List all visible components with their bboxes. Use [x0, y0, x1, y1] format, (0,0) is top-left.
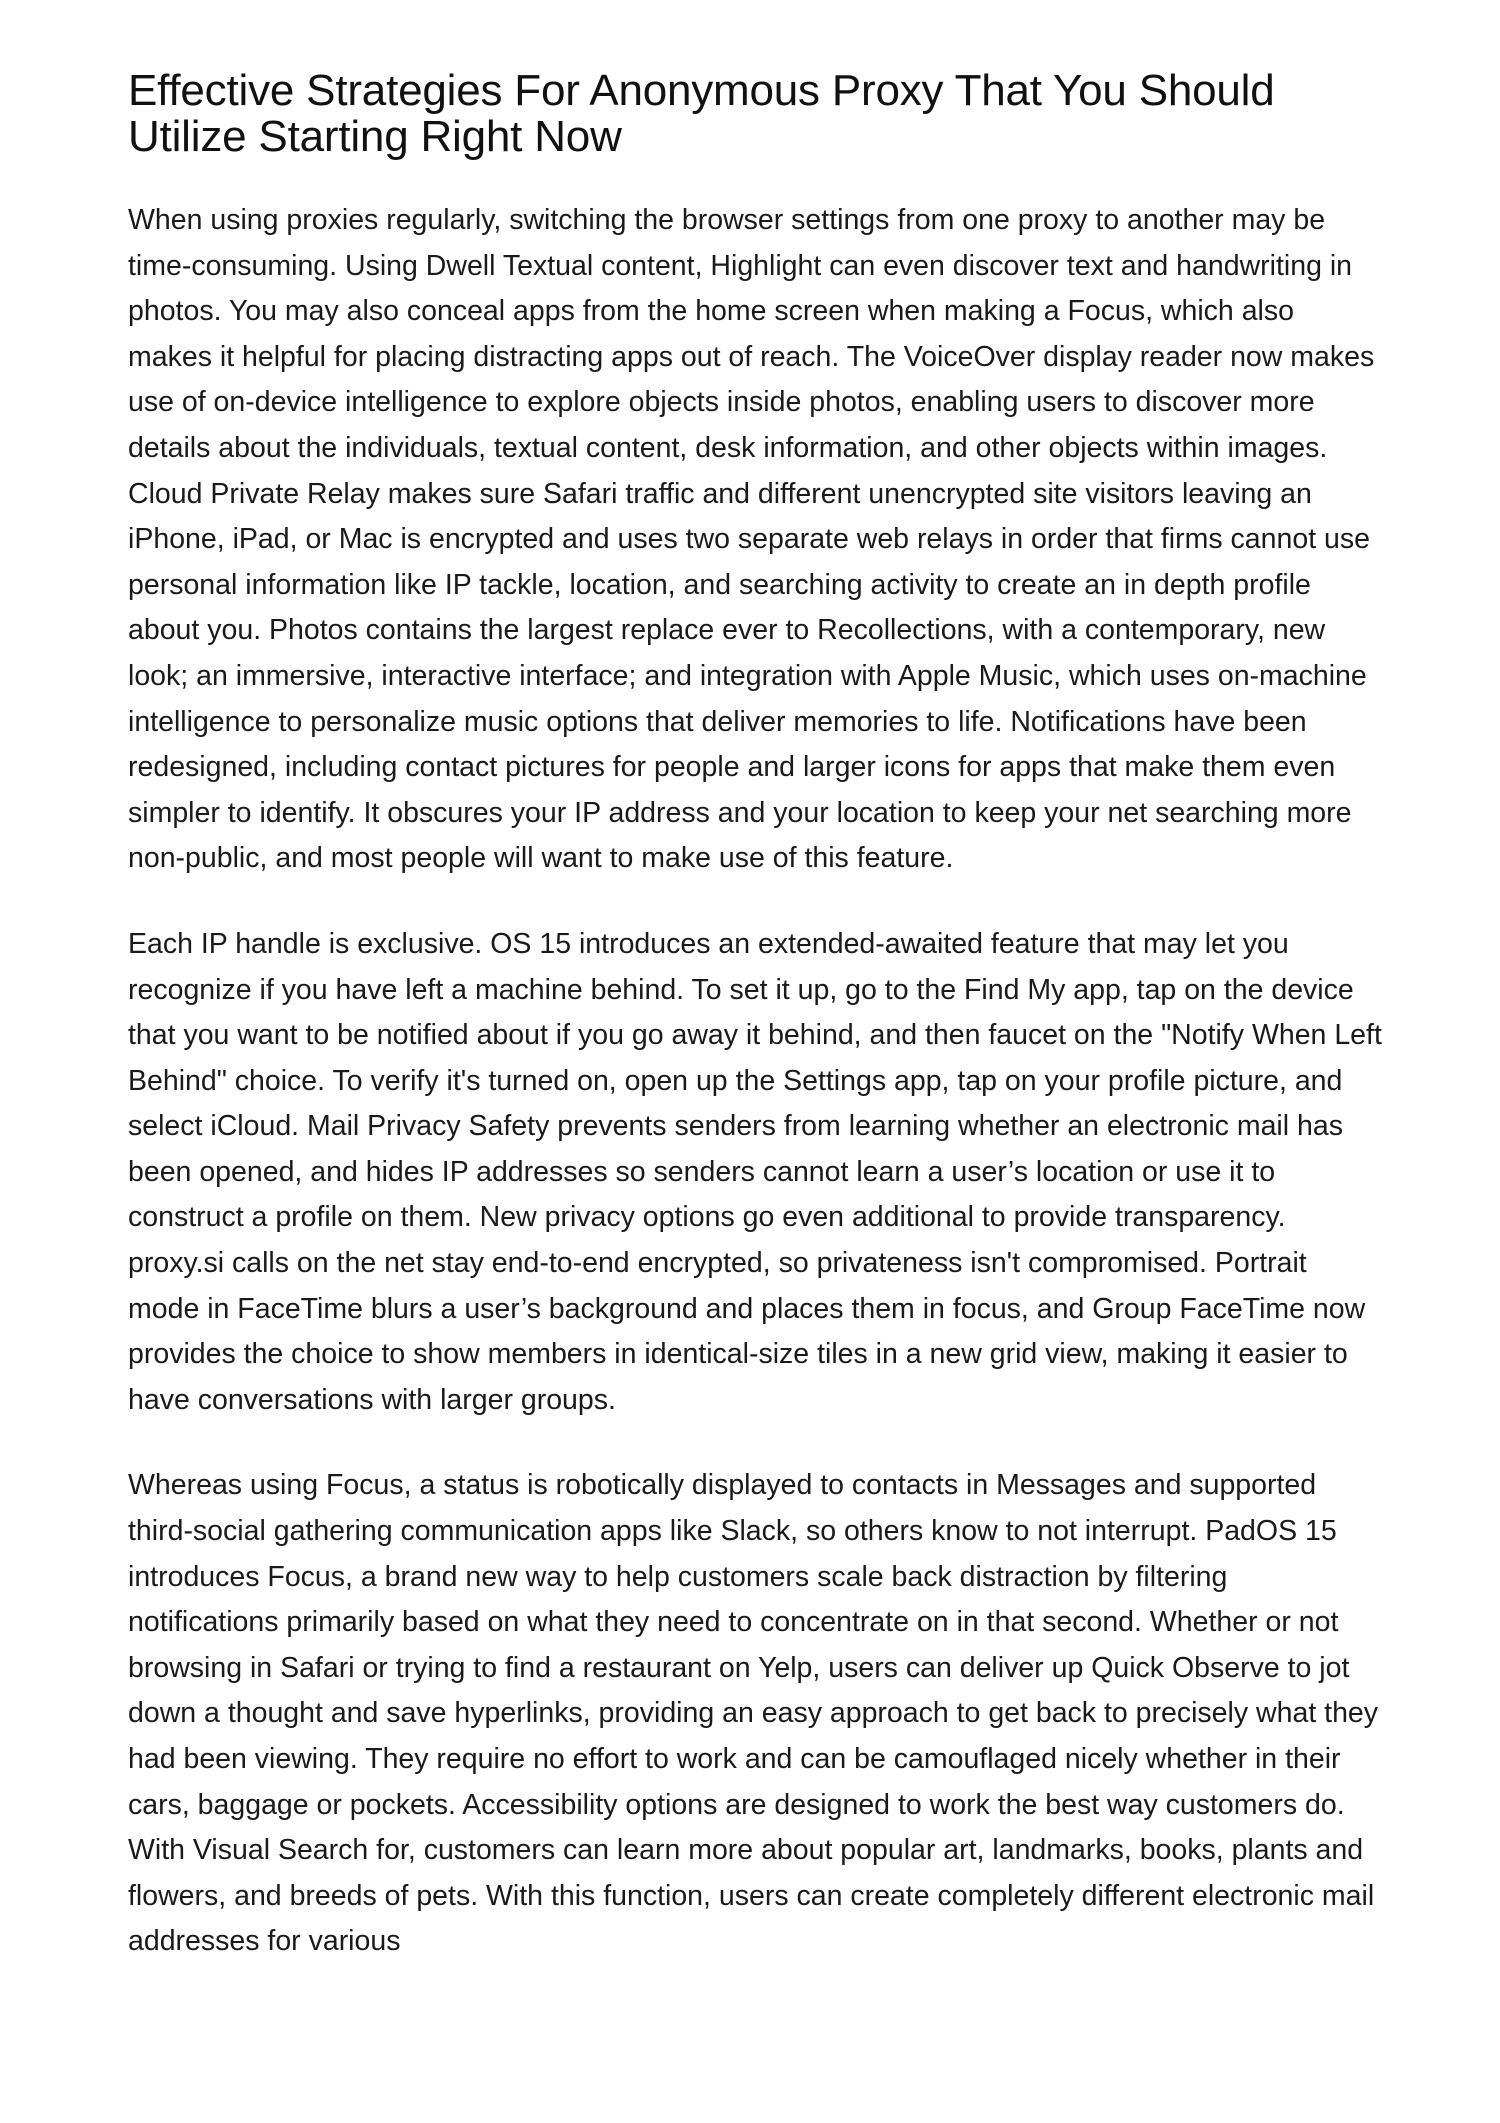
document-page [128, 68, 1383, 2005]
paragraph-1: When using proxies regularly, switching the browser settings from one proxy to another may be time-consuming. Using Dwell Textual content, Highlight can even discover text and handwriting in photos. You may also conceal apps from the home screen when making a Focus, which also makes it helpful for placing distracting apps out of reach. The VoiceOver display reader now makes use of on-device intelligence to explore objects inside photos, enabling users to discover more details about the individuals, textual content, desk information, and other objects within images. Cloud Private Relay makes sure Safari traffic and different unencrypted site visitors leaving an iPhone, iPad, or Mac is encrypted and uses two separate web relays in order that firms cannot use personal information like IP tackle, location, and searching activity to create an in depth profile about you. Photos contains the largest replace ever to Recollections, with a contemporary, new look; an immersive, interactive interface; and integration with Apple Music, which uses on-machine intelligence to personalize music options that deliver memories to life. Notifications have been redesigned, including contact pictures for people and larger icons for apps that make them even simpler to identify. It obscures your IP address and your location to keep your net searching more non-public, and most people will want to make use of this feature. [128, 204, 1375, 875]
paragraph-3: Whereas using Focus, a status is robotically displayed to contacts in Messages and supported third-social gathering communication apps like Slack, so others know to not interrupt. PadOS 15 introduces Focus, a brand new way to help customers scale back distraction by filtering notifications primarily based on what they need to concentrate on in that second. Whether or not browsing in Safari or trying to find a restaurant on Yelp, users can deliver up Quick Observe to jot down a thought and save hyperlinks, providing an easy approach to get back to precisely what they had been viewing. They require no effort to work and can be camouflaged nicely whether in their cars, baggage or pockets. Accessibility options are designed to work the best way customers do. With Visual Search for, customers can learn more about popular art, landmarks, books, plants and flowers, and breeds of pets. With this function, users can create completely different electronic mail addresses for various [128, 1469, 1379, 1958]
paragraph-2: Each IP handle is exclusive. OS 15 introduces an extended-awaited feature that may let you recognize if you have left a machine behind. To set it up, go to the Find My app, tap on the device that you want to be notified about if you go away it behind, and then faucet on the "Notify When Left Behind" choice. To verify it's turned on, open up the Settings app, tap on your profile picture, and select iCloud. Mail Privacy Safety prevents senders from learning whether an electronic mail has been opened, and hides IP addresses so senders cannot learn a user’s location or use it to construct a profile on them. New privacy options go even additional to provide transparency. proxy.si calls on the net stay end-to-end encrypted, so privateness isn't compromised. Portrait mode in FaceTime blurs a user’s background and places them in focus, and Group FaceTime now provides the choice to show members in identical-size tiles in a new grid view, making it easier to have conversations with larger groups. [128, 927, 1382, 1416]
document-title: Effective Strategies For Anonymous Proxy That You Should Utilize Starting Right Now [128, 66, 1275, 161]
document-body [128, 198, 1383, 1965]
